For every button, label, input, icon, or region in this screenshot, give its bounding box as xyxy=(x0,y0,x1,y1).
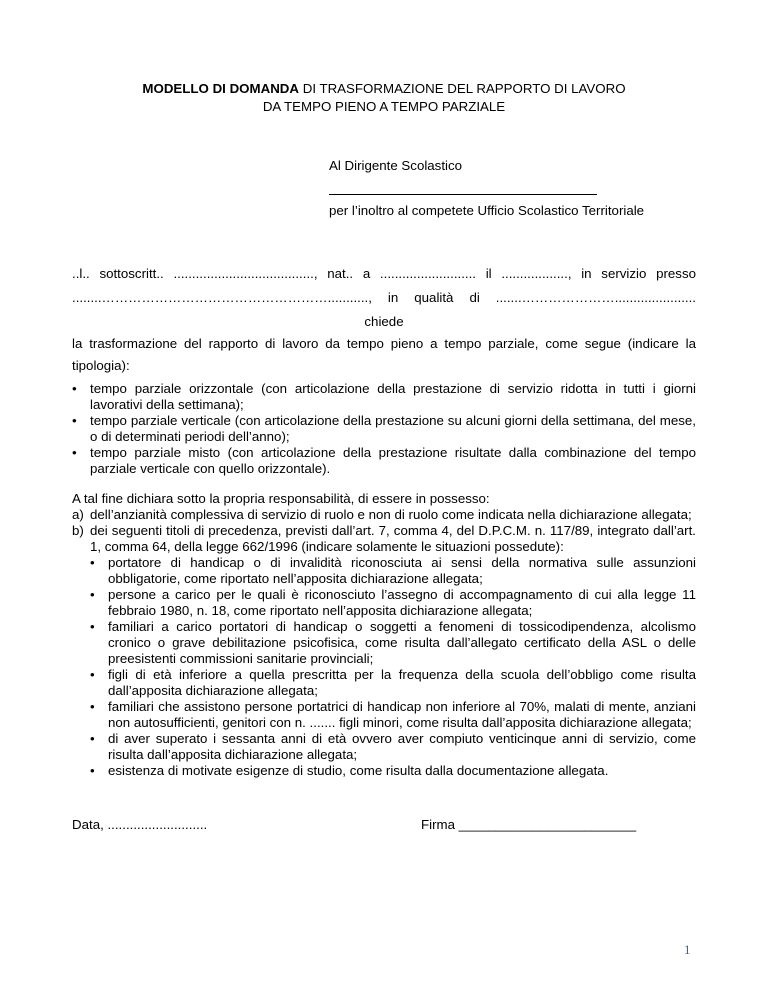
bullet-icon: • xyxy=(90,731,95,746)
date-field: Data, ........................... xyxy=(72,817,208,832)
bullet-icon: • xyxy=(72,413,77,428)
request-text: la trasformazione del rapporto di lavoro da tempo pieno a tempo parziale, come segue (indicare la tipologia): xyxy=(72,336,696,373)
addressee-line1: Al Dirigente Scolastico xyxy=(329,158,463,173)
bullet-icon: • xyxy=(90,699,95,714)
bullet-icon: • xyxy=(90,555,95,570)
title-bold: MODELLO DI DOMANDA xyxy=(142,81,300,96)
applicant-line2: ........……………………………………………..........., in qualità di .......…………………...................... xyxy=(72,290,696,305)
addressee-line3: per l’inoltro al competete Ufficio Scolastico Territoriale xyxy=(329,203,645,218)
option-list xyxy=(72,381,696,477)
list-item: • portatore di handicap o di invalidità riconosciuta ai sensi della normativa sulle assunzioni obbligatorie, come riportato nell’apposita dichiarazione allegata; xyxy=(90,555,696,586)
list-item: • familiari a carico portatori di handicap o soggetti a fenomeni di tossicodipendenza, alcolismo cronico o grave debilitazione psicofisica, come risulta dall’allegato certificato della ASL o delle preesistenti commissioni sanitarie provinciali; xyxy=(90,619,696,666)
bullet-icon: • xyxy=(72,381,77,396)
document-title xyxy=(72,80,696,116)
list-item: • di aver superato i sessanta anni di età ovvero aver compiuto venticinque anni di servizio, come risulta dall’apposita dichiarazione allegata; xyxy=(90,731,696,762)
applicant-line1: ..l.. sottoscritt.. ......................................, nat.. a .......................... il .................., in servizio presso xyxy=(72,266,696,281)
list-item: • tempo parziale misto (con articolazione della prestazione risultate dalla combinazione del tempo parziale verticale con quello orizzontale). xyxy=(72,445,696,476)
list-item: • figli di età inferiore a quella prescritta per la frequenza della scuola dell’obbligo come risulta dall’apposita dichiarazione allegata; xyxy=(90,667,696,698)
declaration-item-a: a) dell’anzianità complessiva di servizio di ruolo e non di ruolo come indicata nella dichiarazione allegata; xyxy=(72,507,692,522)
declaration-item-b: b) dei seguenti titoli di precedenza, previsti dall’art. 7, comma 4, del D.P.C.M. n. 117/89, integrato dall’art. 1, comma 64, della legge 662/1996 (indicare solamente le situazioni possedute): • portatore di handicap o di invalidità riconosciuta ai sensi della normativa sulle assunzioni obbligatorie, come riportato nell’apposita dichiarazione allegata; • persone a carico per le quali è riconosciuto l’assegno di accompagnamento di cui alla legge 11 febbraio 1980, n. 18, come riportato nell’apposita dichiarazione allegata; • familiari a carico portatori di handicap o soggetti a fenomeni di tossicodipendenza, alcolismo cronico o grave debilitazione psicofisica, come risulta dall’allegato certificato della ASL o delle preesistenti commissioni sanitarie provinciali; • figli di età inferiore a quella prescritta per la frequenza della scuola dell’obbligo come risulta dall’apposita dichiarazione allegata; • familiari che assistono persone portatrici di handicap non inferiore al 70%, malati di mente, anziani non autosufficienti, genitori con n. ....... figli minori, come risulta dall’apposita dichiarazione allegata; • di aver superato i sessanta anni di età ovvero aver compiuto venticinque anni di servizio, come risulta dall’apposita dichiarazione allegata; • esistenza di motivate esigenze di studio, come risulta dalla documentazione allegata. xyxy=(72,523,696,778)
addressee-block xyxy=(329,156,709,221)
title-rest: DI TRASFORMAZIONE DEL RAPPORTO DI LAVORO xyxy=(299,81,626,96)
list-item: • tempo parziale verticale (con articolazione della prestazione su alcuni giorni della settimana, del mese, o di determinati periodi dell’anno); xyxy=(72,413,696,444)
bullet-icon: • xyxy=(72,445,77,460)
bullet-icon: • xyxy=(90,619,95,634)
bullet-icon: • xyxy=(90,587,95,602)
precedence-list xyxy=(90,555,696,779)
bullet-icon: • xyxy=(90,667,95,682)
title-line2: DA TEMPO PIENO A TEMPO PARZIALE xyxy=(262,99,506,114)
page-number: 1 xyxy=(684,942,691,957)
addressee-rule xyxy=(329,194,597,195)
footer xyxy=(72,817,696,837)
list-item: • esistenza di motivate esigenze di studio, come risulta dalla documentazione allegata. xyxy=(90,763,609,778)
bullet-icon: • xyxy=(90,763,95,778)
list-item: • tempo parziale orizzontale (con articolazione della prestazione di servizio ridotta in tutti i giorni lavorativi della settimana); xyxy=(72,381,696,412)
declaration-intro: A tal fine dichiara sotto la propria responsabilità, di essere in possesso: xyxy=(72,491,490,506)
list-item: • persone a carico per le quali è riconosciuto l’assegno di accompagnamento di cui alla legge 11 febbraio 1980, n. 18, come riportato nell’apposita dichiarazione allegata; xyxy=(90,587,696,618)
document-body xyxy=(72,263,696,779)
list-item: • familiari che assistono persone portatrici di handicap non inferiore al 70%, malati di mente, anziani non autosufficienti, genitori con n. ....... figli minori, come risulta dall’apposita dichiarazione allegata; xyxy=(90,699,696,730)
request-verb: chiede xyxy=(364,314,404,329)
signature-field: Firma ________________________ xyxy=(421,817,637,832)
